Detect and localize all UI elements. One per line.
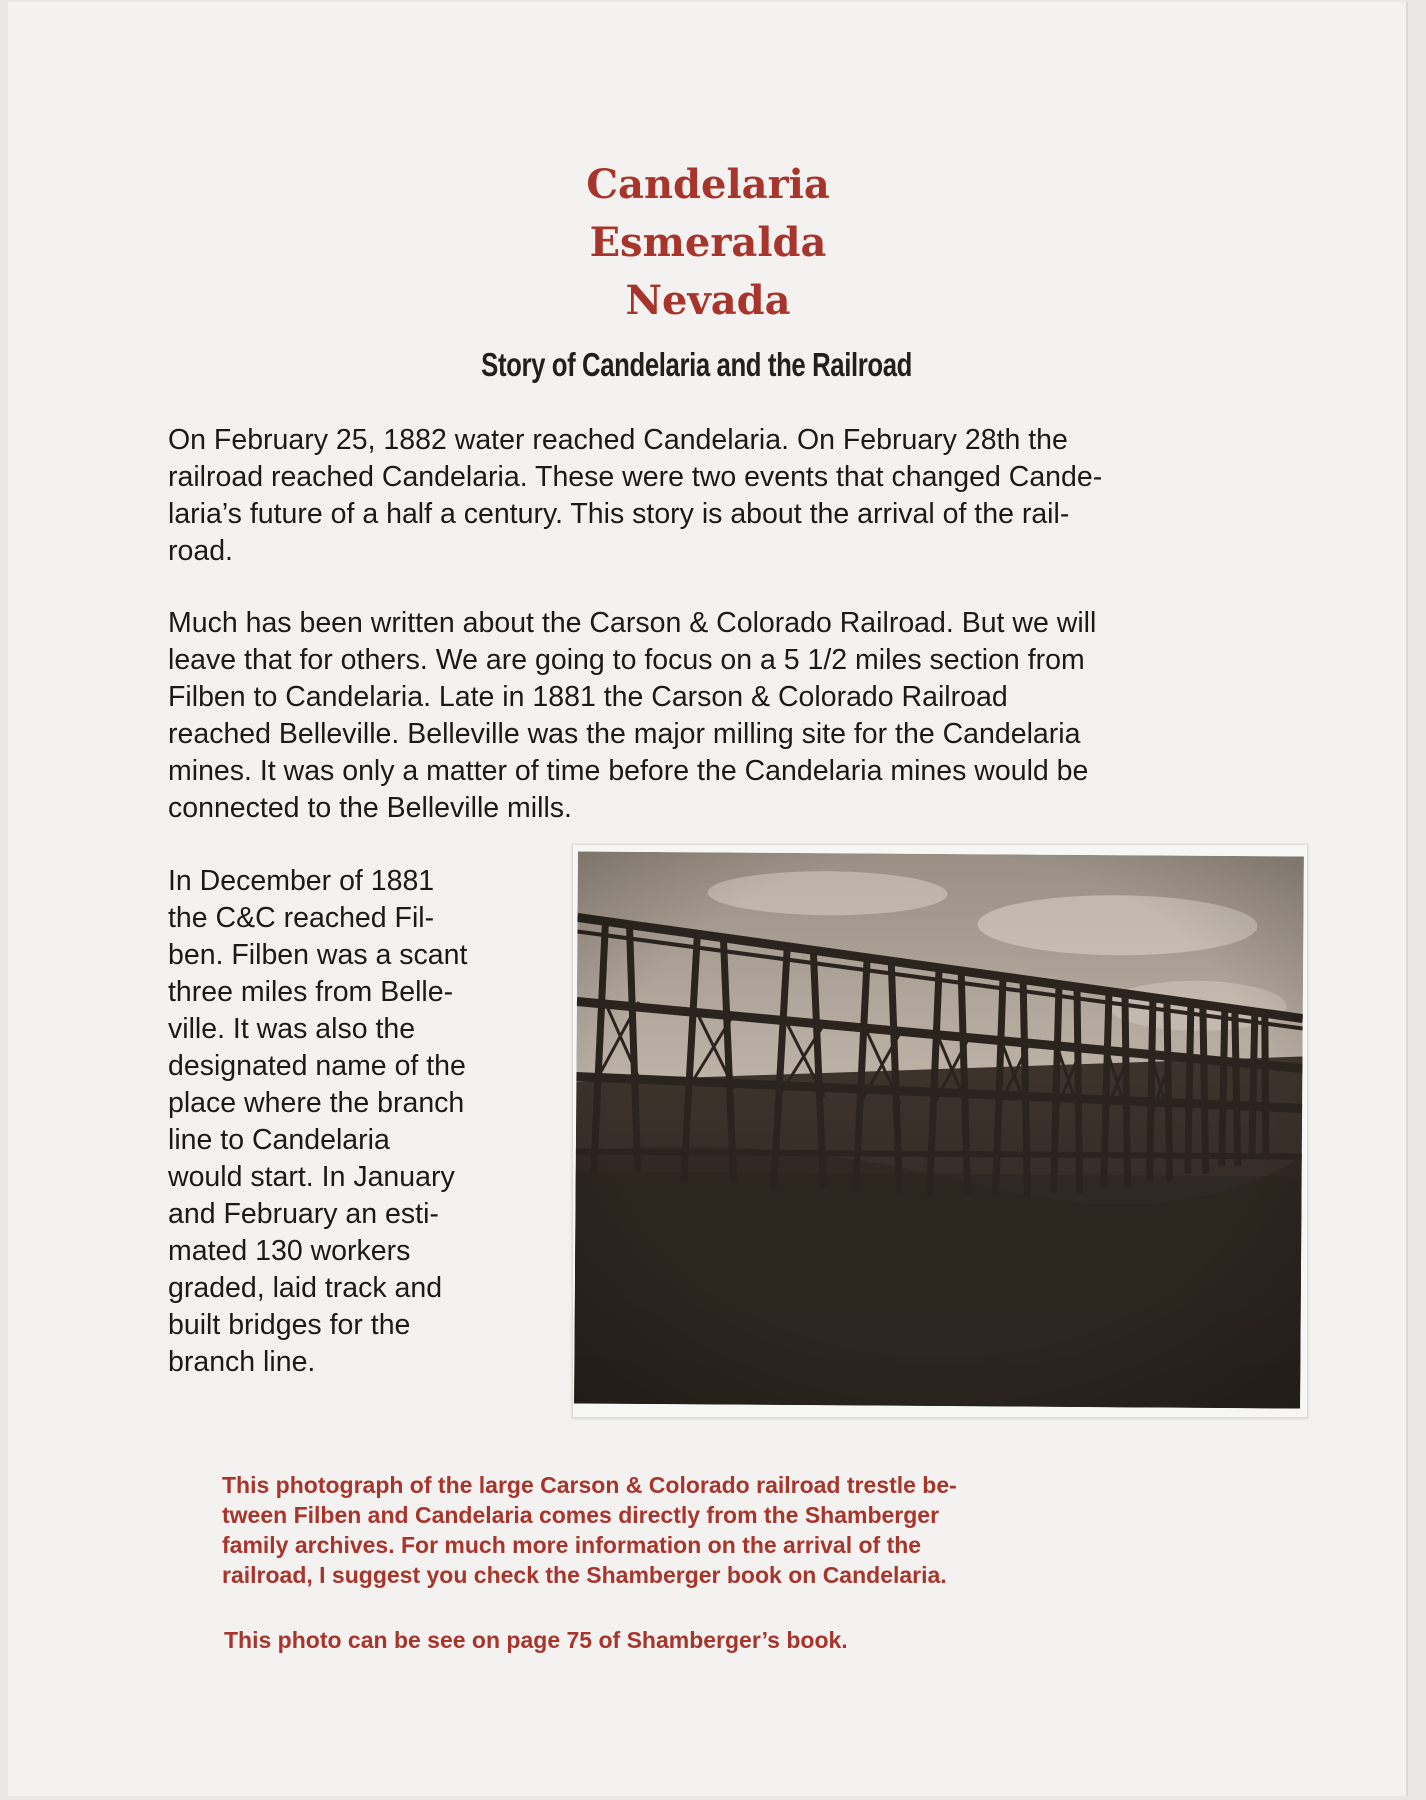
text-line: and February an esti- — [168, 1198, 439, 1230]
photo-source-note: This photo can be see on page 75 of Shamberger’s book. — [224, 1627, 848, 1653]
text-line: graded, laid track and — [168, 1272, 443, 1304]
text-line: mated 130 workers — [168, 1235, 411, 1267]
text-line: would start. In January — [168, 1161, 455, 1193]
photo-caption — [222, 1470, 957, 1590]
text-line: leave that for others. We are going to focus on a 5 1/2 miles section from — [168, 644, 1085, 676]
text-line: road. — [168, 535, 233, 567]
title-line-state: Nevada — [625, 277, 791, 324]
paragraph-intro — [168, 422, 1102, 570]
caption-line: family archives. For much more information on the arrival of the — [222, 1532, 922, 1558]
text-line: designated name of the — [168, 1050, 466, 1082]
text-line: connected to the Belleville mills. — [168, 792, 572, 824]
page-title — [8, 156, 1408, 330]
text-line: ville. It was also the — [168, 1013, 416, 1045]
text-line: In December of 1881 — [168, 865, 435, 897]
text-line: mines. It was only a matter of time before the Candelaria mines would be — [168, 755, 1089, 787]
text-line: branch line. — [168, 1346, 316, 1378]
paragraph-filben — [168, 863, 467, 1381]
document-page — [8, 2, 1408, 1796]
text-line: line to Candelaria — [168, 1124, 390, 1156]
paragraph-history — [168, 605, 1096, 827]
text-line: Much has been written about the Carson & Colorado Railroad. But we will — [168, 607, 1097, 639]
text-line: three miles from Belle- — [168, 976, 454, 1008]
text-line: reached Belleville. Belleville was the major milling site for the Candelaria — [168, 718, 1081, 750]
text-line: place where the branch — [168, 1087, 465, 1119]
text-line: Filben to Candelaria. Late in 1881 the Carson & Colorado Railroad — [168, 681, 1008, 713]
text-line: the C&C reached Fil- — [168, 902, 435, 934]
title-line-town: Candelaria — [586, 161, 830, 208]
trestle-photograph — [574, 851, 1304, 1408]
caption-line: This photograph of the large Carson & Colorado railroad trestle be- — [222, 1472, 957, 1498]
text-line: built bridges for the — [168, 1309, 411, 1341]
page-subtitle: Story of Candelaria and the Railroad — [481, 346, 912, 383]
text-line: railroad reached Candelaria. These were two events that changed Cande- — [168, 461, 1103, 493]
text-line: On February 25, 1882 water reached Candelaria. On February 28th the — [168, 424, 1068, 456]
text-line: laria’s future of a half a century. This story is about the arrival of the rail- — [168, 498, 1070, 530]
caption-line: railroad, I suggest you check the Shamberger book on Candelaria. — [222, 1562, 947, 1588]
title-line-county: Esmeralda — [589, 219, 827, 266]
caption-line: tween Filben and Candelaria comes directly from the Shamberger — [222, 1502, 940, 1528]
text-line: ben. Filben was a scant — [168, 939, 468, 971]
